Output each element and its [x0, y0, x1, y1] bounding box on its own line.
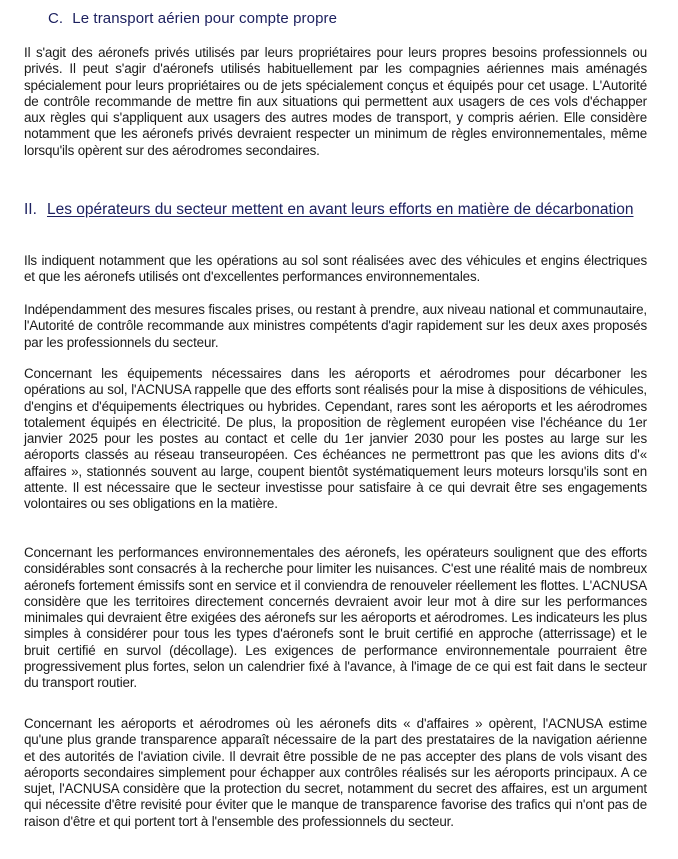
section-number: II.: [24, 201, 37, 218]
paragraph-ground-operations: Ils indiquent notamment que les opérations au sol sont réalisées avec des véhicules et engins électriques et que les aéronefs utilisés ont d'excellentes performances environnementales.: [24, 253, 647, 285]
subsection-title: Le transport aérien pour compte propre: [72, 10, 338, 27]
paragraph-business-aviation: Concernant les aéroports et aérodromes où les aéronefs dits « d'affaires » opèrent, l'ACNUSA estime qu'une plus grande transparence apparaît nécessaire de la part des prestataires de la navigation aérienne et des autorités de l'aviation civile. Il devrait être possible de ne pas accepter des plans de vols visant des aéroports secondaires simplement pour échapper aux contrôles réalisés sur les aéroports principaux. A ce sujet, l'ACNUSA considère que la protection du secret, notamment du secret des affaires, est un argument qui nécessite d'être revisité pour éviter que le manque de transparence favorise des trafics qui n'ont pas de raison d'être et qui portent tort à l'ensemble des professionnels du secteur.: [24, 716, 647, 829]
paragraph-airport-equipment: Concernant les équipements nécessaires dans les aéroports et aérodromes pour décarboner les opérations au sol, l'ACNUSA rappelle que des efforts sont réalisés pour la mise à dispositions de véhicules, d'engins et d'équipements électriques ou hybrides. Cependant, rares sont les aéroports et les aérodromes totalement équipés en électricité. De plus, la proposition de règlement européen vise l'échéance du 1er janvier 2025 pour les postes au contact et celle du 1er janvier 2030 pour les postes au large sur les aéroports classés au réseau transeuropéen. Ces échéances ne permettront pas que les avions dits d'« affaires », stationnés souvent au large, coupent bientôt systématiquement leurs moteurs lorsqu'ils sont en attente. Il est nécessaire que le secteur investisse pour satisfaire à ce qui devrait être ses engagements volontaires ou ses obligations en la matière.: [24, 366, 647, 512]
section-heading-ii: [24, 201, 647, 219]
subsection-number: C.: [48, 10, 64, 27]
section-title: Les opérateurs du secteur mettent en avant leurs efforts en matière de décarbonation: [47, 201, 634, 218]
paragraph-fiscal-measures: Indépendamment des mesures fiscales prises, ou restant à prendre, aux niveau national et communautaire, l'Autorité de contrôle recommande aux ministres compétents d'agir rapidement sur les deux axes proposés par les professionnels du secteur.: [24, 302, 647, 350]
subsection-heading-c: [48, 10, 337, 27]
paragraph-aircraft-performance: Concernant les performances environnementales des aéronefs, les opérateurs soulignent que des efforts considérables sont consacrés à la recherche pour limiter les nuisances. C'est une réalité mais de nombreux aéronefs fortement émissifs sont en service et il conviendra de renouveler réellement les flottes. L'ACNUSA considère que les territoires directement concernés devraient avoir leur mot à dire sur les performances minimales qui devraient être exigées des aéronefs sur les aéroports et aérodromes. Les indicateurs les plus simples à considérer pour tous les types d'aéronefs sont le bruit certifié en approche (atterrissage) et le bruit certifié en survol (décollage). Les exigences de performance environnementale pourraient être progressivement plus fortes, selon un calendrier fixé à l'avance, à l'image de ce qui est fait dans le secteur du transport routier.: [24, 545, 647, 691]
paragraph-private-aircraft: Il s'agit des aéronefs privés utilisés par leurs propriétaires pour leurs propres besoins professionnels ou privés. Il peut s'agir d'aéronefs utilisés habituellement par les compagnies aériennes mais aménagés spécialement pour leurs propriétaires ou de jets spécialement conçus et équipés pour cet usage. L'Autorité de contrôle recommande de mettre fin aux situations qui permettent aux usagers de ces vols d'échapper aux règles qui s'appliquent aux usagers des autres modes de transport, y compris aérien. Elle considère notamment que les aéronefs privés devraient respecter un minimum de règles environnementales, même lorsqu'ils opèrent sur des aérodromes secondaires.: [24, 45, 647, 158]
